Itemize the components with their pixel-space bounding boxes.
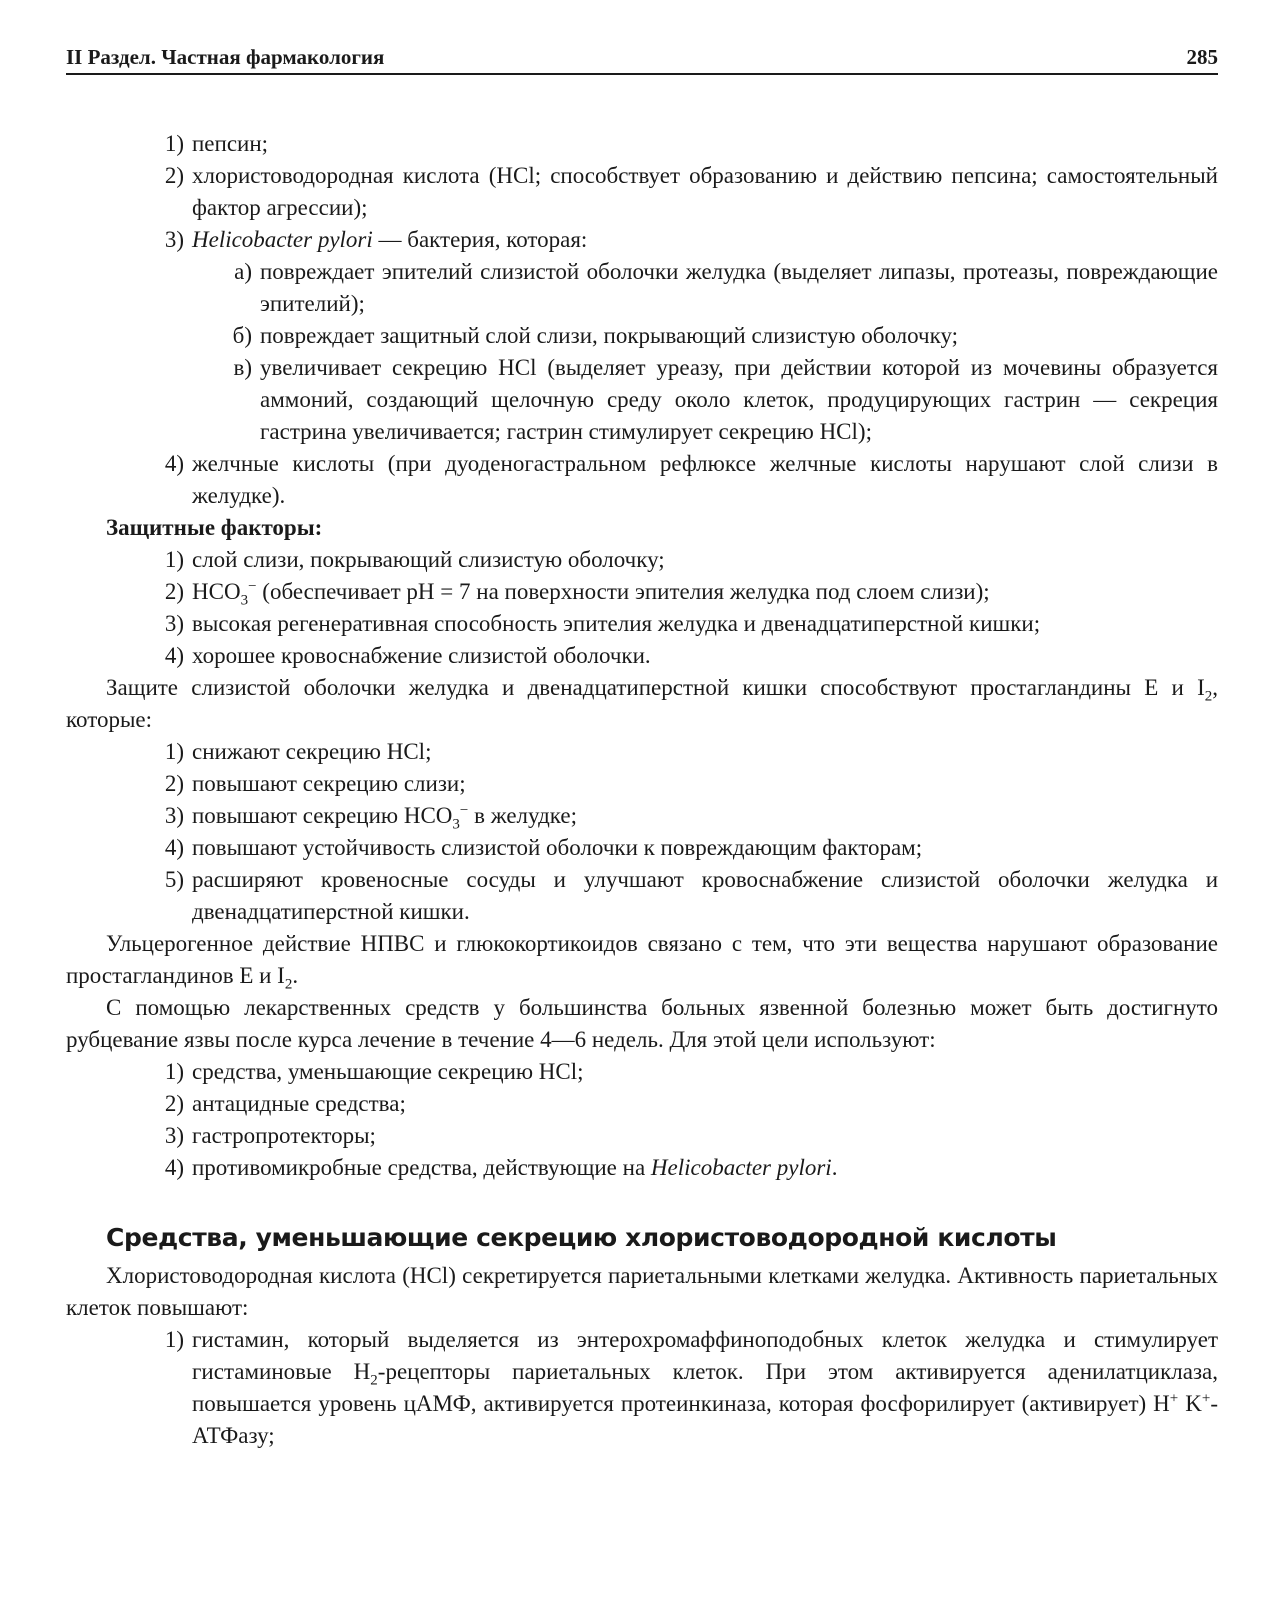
section-intro-paragraph: Хлористоводородная кислота (HCl) секретируется париетальными клетками желудка. Активность париетальных клеток повышают:: [66, 1263, 1218, 1320]
section-title: Средства, уменьшающие секрецию хлористоводородной кислоты: [106, 1223, 1057, 1252]
list-item: 4) хорошее кровоснабжение слизистой оболочки.: [164, 643, 651, 668]
running-header: [66, 44, 1218, 75]
list-item: 3) повышают секрецию $HCO_3^-$ в желудке;: [164, 802, 577, 833]
list-item: 2) повышают секрецию слизи;: [164, 771, 466, 796]
list-item: 2) $HCO_3^-$ (обеспечивает pH = 7 на поверхности эпителия желудка под слоем слизи);: [164, 578, 990, 609]
list-item: 3) высокая регенеративная способность эпителия желудка и двенадцатиперстной кишки;: [164, 611, 1041, 636]
ulcerogenic-paragraph: Ульцерогенное действие НПВС и глюкокортикоидов связано с тем, что эти вещества нарушают образование простагландинов E и $I_2$.: [66, 931, 1218, 993]
list-item: 2) хлористоводородная кислота (HCl; способствует образованию и действию пепсина; самостоятельный фактор агрессии);: [164, 163, 1218, 220]
list-item: 3) гастропротекторы;: [164, 1123, 376, 1148]
list-item: 4) желчные кислоты (при дуоденогастральном рефлюксе желчные кислоты нарушают слой слизи в желудке).: [164, 451, 1218, 508]
list-item: 4) повышают устойчивость слизистой оболочки к повреждающим факторам;: [164, 835, 923, 860]
list-item: 1) слой слизи, покрывающий слизистую оболочку;: [164, 547, 665, 572]
list-item: 1) средства, уменьшающие секрецию HCl;: [164, 1059, 584, 1084]
species-name: Helicobacter pylori: [650, 1155, 832, 1180]
list-item: 3) Helicobacter pylori — бактерия, которая:: [164, 227, 588, 252]
sub-list-item: в) увеличивает секрецию HCl (выделяет уреазу, при действии которой из мочевины образуется аммоний, создающий щелочную среду около клеток, продуцирующих гастрин — секреция гастрина увеличивается; гастрин стимулирует секрецию HCl);: [233, 355, 1218, 444]
running-header-title: II Раздел. Частная фармакология: [66, 45, 385, 69]
prostaglandins-paragraph: Защите слизистой оболочки желудка и двенадцатиперстной кишки способствуют простагландины E и $I_2$, которые:: [66, 675, 1218, 732]
protective-factors-heading: Защитные факторы:: [106, 515, 323, 540]
sub-list-item: а) повреждает эпителий слизистой оболочки желудка (выделяет липазы, протеазы, повреждающие эпителий);: [234, 259, 1218, 316]
page-number: 285: [1186, 45, 1218, 69]
list-item: 4) противомикробные средства, действующие на Helicobacter pylori.: [164, 1155, 838, 1180]
list-item: 2) антацидные средства;: [164, 1091, 406, 1116]
treatment-paragraph: С помощью лекарственных средств у большинства больных язвенной болезнью может быть достигнуто рубцевание язвы после курса лечение в течение 4—6 недель. Для этой цели используют:: [66, 995, 1218, 1052]
page-body: [66, 128, 1218, 1452]
sub-list-item: б) повреждает защитный слой слизи, покрывающий слизистую оболочку;: [232, 323, 959, 348]
species-name: Helicobacter pylori: [192, 227, 373, 252]
list-item: 5) расширяют кровеносные сосуды и улучшают кровоснабжение слизистой оболочки желудка и двенадцатиперстной кишки.: [164, 867, 1218, 924]
list-item: 1) снижают секрецию HCl;: [164, 739, 432, 764]
list-item: 1) гистамин, который выделяется из энтерохромаффиноподобных клеток желудка и стимулирует гистаминовые $H_2$-рецепторы париетальных клеток. При этом активируется аденилатциклаза, повышается уровень цАМФ, активируется протеинкиназа, которая фосфорилирует (активирует) H+ K+-АТФазу;: [164, 1327, 1218, 1448]
list-item: 1) пепсин;: [164, 131, 269, 156]
